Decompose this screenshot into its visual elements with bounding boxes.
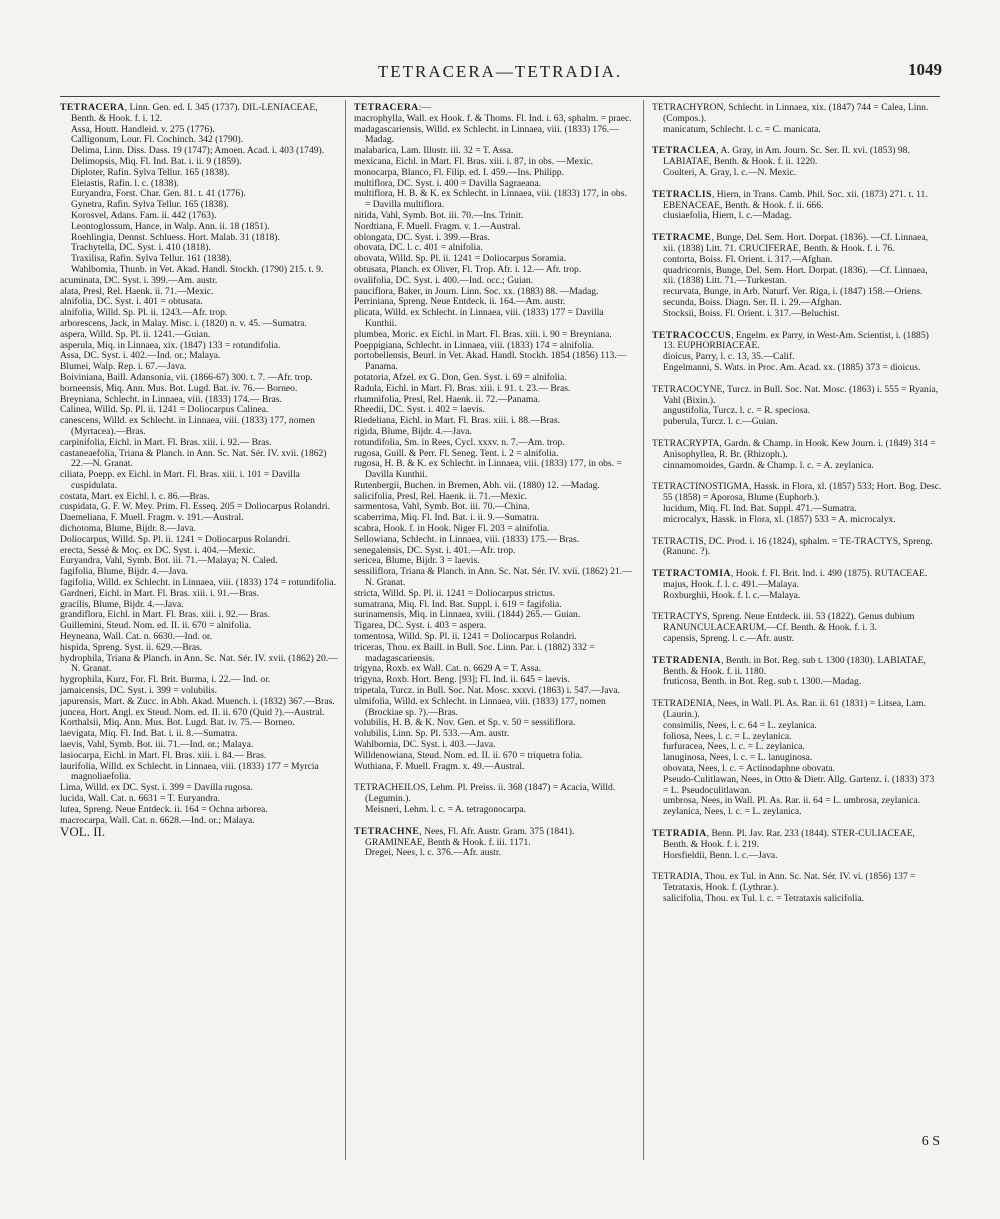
- index-entry: [652, 146, 942, 178]
- entry-text: ovalifolia, DC. Syst. i. 400.—Ind. occ.; Guian.: [354, 274, 534, 286]
- entry-text: Assa, DC. Syst. i. 402.—Ind. or.; Malaya.: [60, 350, 221, 362]
- index-entry: [60, 103, 338, 276]
- index-entry: [60, 449, 338, 471]
- entry-text: pauciflora, Baker, in Journ. Linn. Soc. xx. (1883) 88. —Madag.: [354, 285, 599, 297]
- entry-text: Blumei, Walp. Rep. i. 67.—Java.: [60, 361, 187, 373]
- index-entry: [354, 308, 634, 330]
- index-entry: [652, 331, 942, 374]
- index-entry: [354, 567, 634, 589]
- entry-text: , Nees, Fl. Afr. Austr. Gram. 375 (1841). GRAMINEAE, Benth & Hook. f. iii. 1171. Dregei, Nees, l. c. 376.—Afr. austr.: [365, 825, 575, 859]
- entry-text: senegalensis, DC. Syst. i. 401.—Afr. trop.: [354, 544, 516, 556]
- entry-text: alata, Presl, Rel. Haenk. ii. 71.—Mexic.: [60, 285, 214, 297]
- index-entry: [652, 612, 942, 644]
- index-entry: [354, 783, 634, 815]
- entry-text: potatoria, Afzel. ex G. Don, Gen. Syst. i. 69 = alnifolia.: [354, 371, 567, 383]
- entry-text: obtusata, Planch. ex Oliver, Fl. Trop. Afr. i. 12.— Afr. trop.: [354, 263, 582, 275]
- index-entry: [652, 829, 942, 861]
- entry-text: Doliocarpus, Willd. Sp. Pl. ii. 1241 = Doliocarpus Rolandri.: [60, 533, 291, 545]
- entry-text: castaneaefolia, Triana & Planch. in Ann. Sc. Nat. Sér. IV. xvii. (1862) 22.—N. Granat.: [60, 447, 327, 470]
- entry-text: japurensis, Mart. & Zucc. in Abh. Akad. Muench. i. (1832) 367.—Bras.: [60, 695, 335, 707]
- entry-text: Euryandra, Vahl, Symb. Bot. iii. 71.—Malaya; N. Caled.: [60, 555, 278, 567]
- index-entry: [652, 103, 942, 135]
- index-entry: [652, 872, 942, 904]
- entry-text: gracilis, Blume, Bijdr. 4.—Java.: [60, 598, 184, 610]
- entry-text: macrocarpa, Wall. Cat. n. 6628.—Ind. or.; Malaya.: [60, 814, 255, 826]
- entry-text: trigyna, Roxb. Hort. Beng. [93]; Fl. Ind. ii. 645 = laevis.: [354, 674, 570, 686]
- index-entry: [60, 654, 338, 676]
- entry-text: erecta, Sessé & Moç. ex DC. Syst. i. 404.—Mexic.: [60, 544, 256, 556]
- index-entry: [652, 482, 942, 525]
- entry-text: Heyneana, Wall. Cat. n. 6630.—Ind. or.: [60, 631, 212, 643]
- entry-text: tomentosa, Willd. Sp. Pl. ii. 1241 = Doliocarpus Rolandri.: [354, 631, 577, 643]
- entry-text: Wuthiana, F. Muell. Fragm. x. 49.—Austral.: [354, 760, 525, 772]
- column-divider: [643, 100, 644, 1160]
- entry-text: TETRACTIS, DC. Prod. i. 16 (1824), sphalm. = TE-TRACTYS, Spreng. (Ranunc. ?).: [652, 535, 933, 558]
- index-entry: [354, 459, 634, 481]
- entry-text: tripetala, Turcz. in Bull. Soc. Nat. Mosc. xxxvi. (1863) i. 547.—Java.: [354, 685, 620, 697]
- entry-text: Gardneri, Eichl. in Mart. Fl. Bras. xiii. i. 91.—Bras.: [60, 587, 260, 599]
- entry-text: Riedeliana, Eichl. in Mart. Fl. Bras. xiii. i. 88.—Bras.: [354, 415, 560, 427]
- entry-text: triceras, Thou. ex Baill. in Bull. Soc. Linn. Par. i. (1882) 332 = madagascariensis.: [354, 641, 595, 664]
- entry-text: Korthalsii, Miq. Ann. Mus. Bot. Lugd. Bat. iv. 75.— Borneo.: [60, 717, 295, 729]
- entry-text: scabra, Hook. f. in Hook. Niger Fl. 203 = alnifolia.: [354, 523, 550, 535]
- entry-text: sarmentosa, Vahl, Symb. Bot. iii. 70.—China.: [354, 501, 530, 513]
- genus-heading: TETRADENIA: [652, 654, 721, 666]
- entry-text: stricta, Willd. Sp. Pl. ii. 1241 = Doliocarpus strictus.: [354, 587, 555, 599]
- page-title: TETRACERA—TETRADIA.: [377, 62, 623, 81]
- genus-heading: TETRACHNE: [354, 825, 420, 837]
- entry-text: volubilis, Linn. Sp. Pl. 533.—Am. austr.: [354, 728, 510, 740]
- entry-text: laevigata, Miq. Fl. Ind. Bat. i. ii. 8.—Sumatra.: [60, 728, 238, 740]
- entry-text: alnifolia, DC. Syst. i. 401 = obtusata.: [60, 296, 203, 308]
- entry-text: Perriniana, Spreng. Neue Entdeck. ii. 164.—Am. austr.: [354, 296, 566, 308]
- entry-text: arborescens, Jack, in Malay. Misc. i. (1820) n. v. 45. —Sumatra.: [60, 317, 307, 329]
- genus-heading: TETRACERA: [60, 102, 125, 113]
- entry-text: , Linn. Gen. ed. I. 345 (1737). DIL-LENIACEAE, Benth. & Hook. f. i. 12. Assa, Houtt. Handleid. v. 275 (1776). Calligonum, Lour. Fl. Cochinch. 342 (1790). Delima, Linn. Diss. Dass. 19 (1747); Amoen. Acad. i. 403 (1749). Delimopsis, Miq. Fl. Ind. Bat. i. ii. 9 (1859). Diploter, Rafin. Sylva Tellur. 165 (1838). Eleiastis, Rafin. l. c. (1838). Euryandra, Forst. Char. Gen. 81. t. 41 (1776). Gynetra, Rafin. Sylva Tellur. 165 (1838). Korosvel, Adans. Fam. ii. 442 (1763). Leontoglossum, Hance, in Walp. Ann. ii. 18 (1851). Roehlingia, Dennst. Schluess. Hort. Malab. 31 (1818). Trachytella, DC. Syst. i. 410 (1818). Traxilisa, Rafin. Sylva Tellur. 161 (1838). Wahlbomia, Thunb. in Vet. Akad. Handl. Stockh. (1790) 215. t. 9.: [71, 102, 325, 275]
- index-entry: [60, 762, 338, 784]
- index-entry: [354, 643, 634, 665]
- entry-text: rugosa, Guill. & Perr. Fl. Seneg. Tent. i. 2 = alnifolia.: [354, 447, 559, 459]
- genus-heading: TETRACLEA: [652, 145, 717, 157]
- column-1: [60, 103, 338, 838]
- entry-text: , Engelm. ex Parry, in West-Am. Scientist, i. (1885) 13. EUPHORBIACEAE. dioicus, Parry, l. c. 13, 35.—Calif. Engelmanni, S. Wats. in Proc. Am. Acad. xx. (1885) 373 = dioicus.: [663, 329, 929, 373]
- entry-text: ciliata, Poepp. ex Eichl. in Mart. Fl. Bras. xiii. i. 101 = Davilla cuspidulata.: [60, 469, 300, 491]
- entry-text: madagascariensis, Willd. ex Schlecht. in Linnaea, viii. (1833) 176.—Madag.: [354, 123, 619, 146]
- entry-text: , Bunge, Del. Sem. Hort. Dorpat. (1836). —Cf. Linnaea, xii. (1838) Litt. 71. CRUCIFERAE, Benth. & Hook. f. i. 76. contorta, Boiss. Fl. Orient. i. 317.—Afghan. quadricornis, Bunge, Del. Sem. Hort. Dorpat. (1836). —Cf. Linnaea, xii. (1838) Litt. 71.—Turkestan. recurvata, Bunge, in Arb. Naturf. Ver. Riga, i. (1847) 158.—Oriens. secunda, Boiss. Diagn. Ser. II. i. 29.—Afghan. Stocksii, Boiss. Fl. Orient. i. 317.—Beluchist.: [663, 232, 929, 319]
- entry-text: Daemeliana, F. Muell. Fragm. v. 191.—Austral.: [60, 512, 244, 524]
- entry-text: costata, Mart. ex Eichl. l. c. 86.—Bras.: [60, 490, 210, 502]
- entry-text: malabarica, Lam. Illustr. iii. 32 = T. Assa.: [354, 145, 514, 157]
- entry-text: hydrophila, Triana & Planch. in Ann. Sc. Nat. Sér. IV. xvii. (1862) 20.—N. Granat.: [60, 652, 338, 675]
- entry-text: canescens, Willd. ex Schlecht. in Linnaea, viii. (1833) 177, nomen (Myrtacea).—Bras.: [60, 415, 315, 437]
- signature-mark: 6 S: [921, 1134, 940, 1149]
- column-2: [354, 103, 634, 859]
- entry-text: Wahlbomia, DC. Syst. i. 403.—Java.: [354, 739, 496, 751]
- genus-heading: TETRACLIS: [652, 188, 712, 200]
- entry-text: TETRACRYPTA, Gardn. & Champ. in Hook. Kew Journ. i. (1849) 314 = Anisophyllea, R. Br. (Rhizoph.). cinnamomoides, Gardn. & Champ. l. c. = A. zeylanica.: [652, 437, 936, 471]
- entry-text: Breyniana, Schlecht. in Linnaea, viii. (1833) 174.— Bras.: [60, 393, 282, 405]
- entry-text: TETRACOCYNE, Turcz. in Bull. Soc. Nat. Mosc. (1863) i. 555 = Ryania, Vahl (Bixin.). angustifolia, Turcz. l. c. = R. speciosa. puberula, Turcz. l. c.—Guian.: [652, 383, 939, 428]
- index-entry: [354, 697, 634, 719]
- entry-text: borneensis, Miq. Ann. Mus. Bot. Lugd. Bat. iv. 76.— Borneo.: [60, 382, 298, 394]
- entry-text: multiflora, H. B. & K. ex Schlecht. in Linnaea, viii. (1833) 177, in obs. = Davilla multiflora.: [354, 188, 627, 211]
- entry-text: TETRACHYRON, Schlecht. in Linnaea, xix. (1847) 744 = Calea, Linn. (Compos.). manicatum, Schlecht. l. c. = C. manicata.: [652, 102, 929, 135]
- index-entry: [60, 470, 338, 492]
- entry-text: , A. Gray, in Am. Journ. Sc. Ser. II. xvi. (1853) 98. LABIATAE, Benth. & Hook. f. ii. 1220. Coulteri, A. Gray, l. c.—N. Mexic.: [663, 145, 910, 178]
- entry-text: asperula, Miq. in Linnaea, xix. (1847) 133 = rotundifolia.: [60, 339, 281, 351]
- genus-heading: TETRADIA: [652, 828, 707, 840]
- index-entry: [652, 233, 942, 319]
- index-entry: [652, 385, 942, 428]
- volume-label: VOL. II.: [60, 824, 106, 840]
- entry-text: Boiviniana, Baill. Adansonia, vii. (1866-67) 300. t. 7. —Afr. trop.: [60, 371, 313, 383]
- entry-text: nitida, Vahl, Symb. Bot. iii. 70.—Ins. Trinit.: [354, 209, 524, 221]
- index-entry: [652, 699, 942, 818]
- entry-text: ulmifolia, Willd. ex Schlecht. in Linnaea, viii. (1833) 177, nomen (Brockiae sp. ?).—Bras.: [354, 695, 606, 718]
- entry-text: :—: [418, 102, 432, 113]
- entry-text: juncea, Hort. Angl. ex Steud. Nom. ed. II. ii. 670 (Quid ?).—Austral.: [60, 706, 325, 718]
- entry-text: plumbea, Moric. ex Eichl. in Mart. Fl. Bras. xiii. i. 90 = Breyniana.: [354, 328, 612, 340]
- index-entry: [354, 827, 634, 859]
- entry-text: , Hiern, in Trans. Camb. Phil. Soc. xii. (1873) 271. t. 11. EBENACEAE, Benth. & Hook. f. ii. 666. clusiaefolia, Hiern, l. c.—Madag.: [663, 188, 928, 222]
- entry-text: Guillemini, Steud. Nom. ed. II. ii. 670 = alnifolia.: [60, 620, 252, 632]
- entry-text: Sellowiana, Schlecht. in Linnaea, viii. (1833) 175.— Bras.: [354, 533, 580, 545]
- entry-text: carpinifolia, Eichl. in Mart. Fl. Bras. xiii. i. 92.— Bras.: [60, 436, 272, 448]
- entry-text: TETRACTINOSTIGMA, Hassk. in Flora, xl. (1857) 533; Hort. Bog. Desc. 55 (1858) = Aporosa, Blume (Euphorb.). lucidum, Miq. Fl. Ind. Bat. Suppl. 471.—Sumatra. microcalyx, Hassk. in Flora, xl. (1857) 533 = A. microcalyx.: [652, 481, 942, 525]
- genus-heading: TETRACERA: [354, 102, 419, 113]
- entry-text: cuspidata, G. F. W. Mey. Prim. Fl. Esseq. 205 = Doliocarpus Rolandri.: [60, 501, 330, 513]
- entry-text: multiflora, DC. Syst. i. 400 = Davilla Sagraeana.: [354, 177, 542, 189]
- entry-text: fagifolia, Willd. ex Schlecht. in Linnaea, viii. (1833) 174 = rotundifolia.: [60, 577, 337, 589]
- entry-text: TETRADENIA, Nees, in Wall. Pl. As. Rar. ii. 61 (1831) = Litsea, Lam. (Laurin.). consimilis, Nees, l. c. 64 = L. zeylanica. foliosa, Nees, l. c. = L. zeylanica. furfuracea, Nees, l. c. = L. zeylanica. lanuginosa, Nees, l. c. = L. lanuginosa. obovata, Nees, l. c. = Actinodaphne obovata. Pseudo-Culitlawan, Nees, in Otto & Dietr. Allg. Gartenz. i. (1833) 373 = L. Pseudoculitlawan. umbrosa, Nees, in Wall. Pl. As. Rar. ii. 64 = L. umbrosa, zeylanica. zeylanica, Nees, l. c. = L. zeylanica.: [652, 698, 935, 818]
- index-entry: [60, 416, 338, 438]
- entry-text: rhamnifolia, Presl, Rel. Haenk. ii. 72.—Panama.: [354, 393, 540, 405]
- entry-text: volubilis, H. B. & K. Nov. Gen. et Sp. v. 50 = sessiliflora.: [354, 717, 576, 729]
- entry-text: Rheedii, DC. Syst. i. 402 = laevis.: [354, 404, 485, 416]
- genus-heading: TETRACME: [652, 232, 712, 244]
- entry-text: trigyna, Roxb. ex Wall. Cat. n. 6629 A = T. Assa.: [354, 663, 542, 675]
- entry-text: , Benn. Pl. Jav. Rar. 233 (1844). STER-CULIACEAE, Benth. & Hook. f. i. 219. Horsfieldii, Benn. l. c.—Java.: [663, 828, 915, 861]
- genus-heading: TETRACTOMIA: [652, 568, 731, 580]
- entry-text: sumatrana, Miq. Fl. Ind. Bat. Suppl. i. 619 = fagifolia.: [354, 598, 562, 610]
- entry-text: lutea, Spreng. Neue Entdeck. ii. 164 = Ochna arborea.: [60, 803, 268, 815]
- page-number: 1049: [908, 60, 942, 79]
- index-entry: [652, 569, 942, 601]
- entry-text: grandiflora, Eichl. in Mart. Fl. Bras. xiii. i. 92.— Bras.: [60, 609, 270, 621]
- entry-text: Calinea, Willd. Sp. Pl. ii. 1241 = Doliocarpus Calinea.: [60, 404, 269, 416]
- entry-text: monocarpa, Blanco, Fl. Filip. ed. I. 459.—Ins. Philipp.: [354, 166, 564, 178]
- entry-text: rigida, Blume, Bijdr. 4.—Java.: [354, 425, 472, 437]
- entry-text: scaberrima, Miq. Fl. Ind. Bat. i. ii. 9.—Sumatra.: [354, 512, 539, 524]
- entry-text: Radula, Eichl. in Mart. Fl. Bras. xiii. i. 91. t. 23.— Bras.: [354, 382, 571, 394]
- entry-text: , Hook. f. Fl. Brit. Ind. i. 490 (1875). RUTACEAE. majus, Hook. f. l. c. 491.—Malaya. Roxburghii, Hook. f. l. c.—Malaya.: [663, 568, 928, 601]
- index-entry: [354, 762, 634, 773]
- entry-text: TETRADIA, Thou. ex Tul. in Ann. Sc. Nat. Sér. IV. vi. (1856) 137 = Tetrataxis, Hook. f. (Lythrar.). salicifolia, Thou. ex Tul. l. c. = Tetrataxis salicifolia.: [652, 871, 916, 905]
- index-entry: [652, 439, 942, 471]
- index-entry: [354, 189, 634, 211]
- index-entry: [354, 351, 634, 373]
- entry-text: obovata, Willd. Sp. Pl. ii. 1241 = Doliocarpus Soramia.: [354, 253, 567, 265]
- entry-text: lasiocarpa, Eichl. in Mart. Fl. Bras. xiii. i. 84.— Bras.: [60, 749, 267, 761]
- entry-text: alnifolia, Willd. Sp. Pl. ii. 1243.—Afr. trop.: [60, 307, 228, 319]
- entry-text: rotundifolia, Sm. in Rees, Cycl. xxxv. n. 7.—Am. trop.: [354, 436, 565, 448]
- entry-text: surinamensis, Miq. in Linnaea, xviii. (1844) 265.— Guian.: [354, 609, 581, 621]
- entry-text: sericea, Blume, Bijdr. 3 = laevis.: [354, 555, 480, 567]
- entry-text: Rutenbergii, Buchen. in Bremen, Abh. vii. (1880) 12. —Madag.: [354, 479, 600, 491]
- entry-text: laurifolia, Willd. ex Schlecht. in Linnaea, viii. (1833) 177 = Myrcia magnoliaefolia.: [60, 760, 319, 783]
- entry-text: hispida, Spreng. Syst. ii. 629.—Bras.: [60, 641, 203, 653]
- index-entry: [652, 190, 942, 222]
- entry-text: TETRACHEILOS, Lehm. Pl. Preiss. ii. 368 (1847) = Acacia, Willd. (Legumin.). Meisneri, Lehm. l. c. = A. tetragonocarpa.: [354, 782, 616, 815]
- entry-text: rugosa, H. B. & K. ex Schlecht. in Linnaea, viii. (1833) 177, in obs. = Davilla Kunthii.: [354, 458, 622, 481]
- entry-text: lucida, Wall. Cat. n. 6631 = T. Euryandra.: [60, 793, 220, 804]
- entry-text: jamaicensis, DC. Syst. i. 399 = volubilis.: [60, 685, 218, 697]
- entry-text: Lima, Willd. ex DC. Syst. i. 399 = Davilla rugosa.: [60, 782, 253, 794]
- entry-text: aspera, Willd. Sp. Pl. ii. 1241.—Guian.: [60, 328, 211, 340]
- column-3: [652, 103, 942, 905]
- entry-text: macrophylla, Wall. ex Hook. f. & Thoms. Fl. Ind. i. 63, sphalm. = praec.: [354, 112, 632, 124]
- entry-text: , Benth. in Bot. Reg. sub t. 1300 (1830). LABIATAE, Benth. & Hook. f. ii. 1180. fruticosa, Benth. in Bot. Reg. sub t. 1300.—Madag.: [663, 654, 926, 688]
- entry-text: oblongata, DC. Syst. i. 399.—Bras.: [354, 231, 490, 243]
- entry-text: Nordtiana, F. Muell. Fragm. v. 1.—Austral.: [354, 220, 521, 232]
- entry-text: portobellensis, Beurl. in Vet. Akad. Handl. Stockh. 1854 (1856) 113.—Panama.: [354, 350, 627, 373]
- index-entry: [652, 537, 942, 559]
- entry-text: salicifolia, Presl, Rel. Haenk. ii. 71.—Mexic.: [354, 490, 528, 502]
- entry-text: Willdenowiana, Steud. Nom. ed. II. ii. 670 = triquetra folia.: [354, 749, 583, 761]
- entry-text: Tigarea, DC. Syst. i. 403 = aspera.: [354, 620, 487, 632]
- entry-text: sessiliflora, Triana & Planch. in Ann. Sc. Nat. Sér. IV. xvii. (1862) 21.—N. Granat.: [354, 566, 632, 589]
- entry-text: obovata, DC. l. c. 401 = alnifolia.: [354, 242, 483, 254]
- entry-text: dichotoma, Blume, Bijdr. 8.—Java.: [60, 523, 196, 535]
- entry-text: mexicana, Eichl. in Mart. Fl. Bras. xiii. i. 87, in obs. —Mexic.: [354, 155, 594, 167]
- entry-text: hygrophila, Kurz, For. Fl. Brit. Burma, i. 22.— Ind. or.: [60, 674, 271, 686]
- entry-text: fagifolia, Blume, Bijdr. 4.—Java.: [60, 566, 188, 578]
- entry-text: Poeppigiana, Schlecht. in Linnaea, viii. (1833) 174 = alnifolia.: [354, 339, 595, 351]
- entry-text: laevis, Vahl, Symb. Bot. iii. 71.—Ind. or.; Malaya.: [60, 739, 254, 751]
- entry-text: TETRACTYS, Spreng. Neue Entdeck. iii. 53 (1822). Genus dubium RANUNCULACEARUM.—Cf. Benth. & Hook. f. i. 3. capensis, Spreng. l. c.—Afr. austr.: [652, 611, 915, 645]
- index-entry: [652, 656, 942, 688]
- entry-text: plicata, Willd. ex Schlecht. in Linnaea, viii. (1833) 177 = Davilla Kunthii.: [354, 307, 604, 329]
- genus-heading: TETRACOCCUS: [652, 329, 732, 341]
- entry-text: acuminata, DC. Syst. i. 399.—Am. austr.: [60, 274, 218, 286]
- header-rule: [60, 96, 940, 97]
- index-entry: [354, 125, 634, 147]
- column-divider: [345, 100, 346, 1160]
